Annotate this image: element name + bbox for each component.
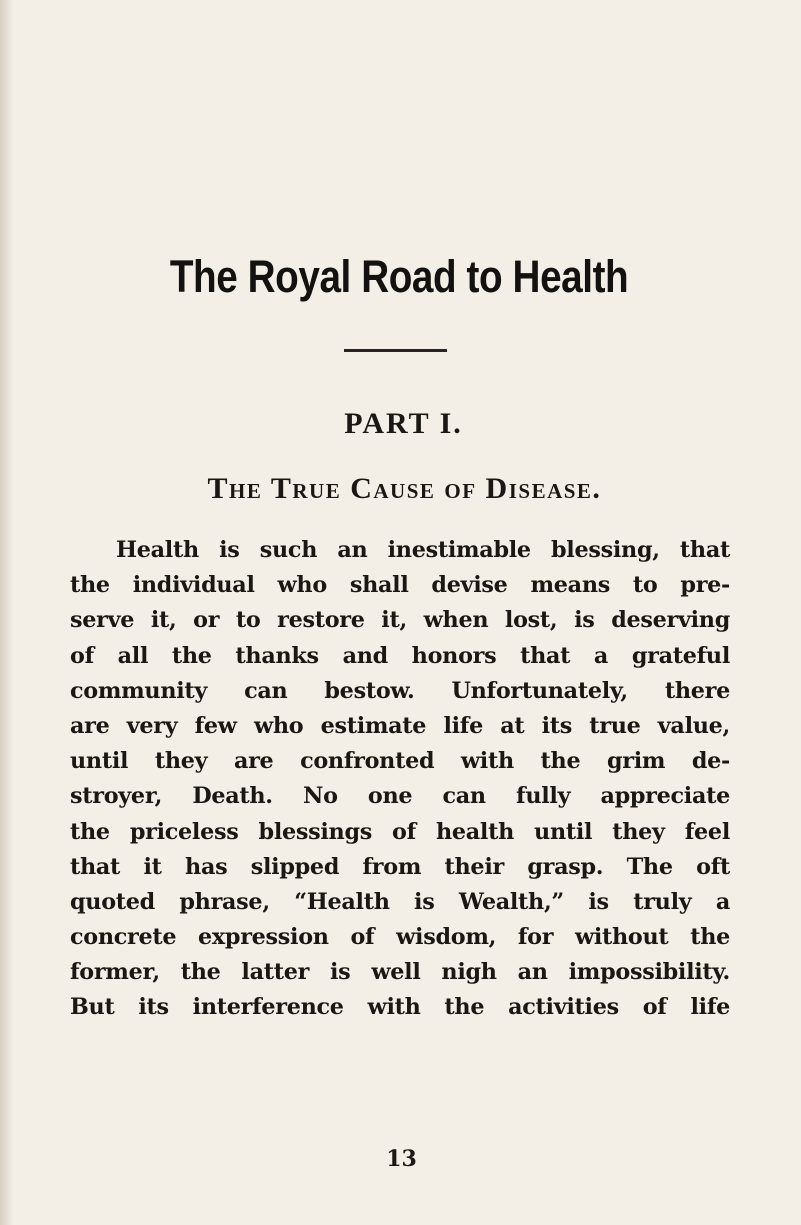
title-rule — [344, 349, 447, 352]
text-line: the individual who shall devise means to pre- — [70, 572, 730, 599]
book-title: The Royal Road to Health — [169, 251, 629, 302]
text-line: former, the latter is well nigh an impossibility. — [70, 959, 730, 986]
text-line: serve it, or to restore it, when lost, is deserving — [70, 607, 730, 634]
text-line: of all the thanks and honors that a grateful — [70, 642, 730, 669]
text-line: the priceless blessings of health until they feel — [70, 818, 730, 845]
text-line: are very few who estimate life at its true value, — [70, 712, 730, 739]
page-number: 13 — [386, 1146, 417, 1172]
body-paragraph — [70, 533, 730, 1026]
part-heading: PART I. — [344, 407, 463, 440]
text-line: community can bestow. Unfortunately, there — [70, 677, 730, 704]
chapter-heading: The True Cause of Disease. — [207, 472, 602, 505]
text-line: concrete expression of wisdom, for without the — [70, 924, 730, 951]
text-line: until they are confronted with the grim de- — [70, 748, 730, 775]
text-line: Health is such an inestimable blessing, that — [116, 537, 730, 563]
text-line: stroyer, Death. No one can fully appreciate — [70, 783, 730, 810]
gutter-shadow — [0, 0, 14, 1225]
text-line: that it has slipped from their grasp. The oft — [70, 853, 730, 880]
text-line: quoted phrase, “Health is Wealth,” is truly a — [70, 888, 730, 915]
text-line: But its interference with the activities of life — [70, 994, 730, 1021]
